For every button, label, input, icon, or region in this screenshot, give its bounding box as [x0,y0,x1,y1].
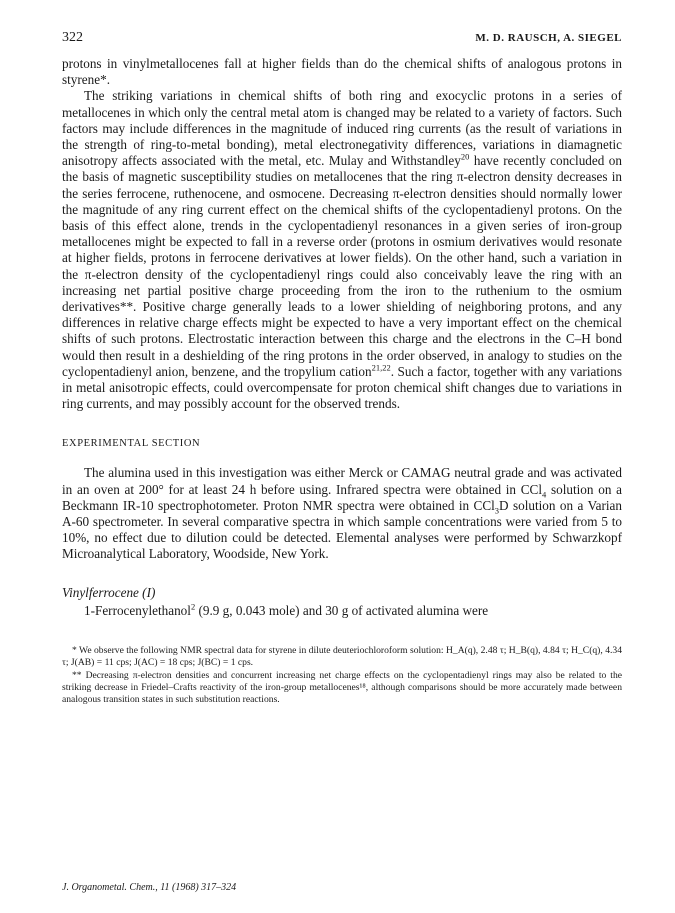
paragraph-text: The striking variations in chemical shifts of both ring and exocyclic protons in a series of metallocenes in which only the central metal atom is changed may be related to a variety of factors. Such factors may include differences in the magnitude of induced ring currents (as the result of variations in the strength of ring-to-metal bonding), metal electronegativity differences, variations in diamagnetic anisotropy affects associated with the metal, etc. Mulay and Withstandley [62,88,622,169]
paragraph-vinylferrocene [62,603,622,619]
footnote: * We observe the following NMR spectral data for styrene in dilute deuteriochloroform solution: H_A(q), 2.48 τ; H_B(q), 4.84 τ; H_C(q), 4.34 τ; J(AB) = 11 cps; J(AC) = 18 cps; J(BC) = 1 cps. [62,644,622,668]
footnote-mark: * [100,72,107,88]
footnotes [62,645,622,706]
reference-mark: 2 [190,601,196,612]
paragraph-text: protons in vinylmetallocenes fall at higher fields than do the chemical shifts of analogous protons in styrene [62,56,622,88]
footnote: ** Decreasing π-electron densities and concurrent increasing net charge effects on the cyclopentadienyl rings may also be related to the striking decrease in Friedel–Crafts reactivity of the iron-group metallocenes¹⁸, although comparisons should be more accurately made between analogous transition states in such substitution reactions. [62,669,622,705]
page [62,30,622,706]
footnote-mark: ** [119,299,134,315]
page-number: 322 [62,30,83,45]
paragraph-text: solution on a Beckmann IR-10 spectrophotometer. Proton NMR spectra were obtained in CCl [62,481,622,513]
paragraph-text: . Such a factor, together with any variations in metal anisotropic effects, could overcompensate for proton chemical shift changes due to variations in ring currents, and may possibly account for the observed trends. [62,363,622,412]
paragraph-text: D solution on a Varian A-60 spectrometer. In several comparative spectra in which sample concentrations were varied from 5 to 10%, no effect due to dilution could be detected. Elemental analyses were performed by Schwarzkopf Microanalytical Laboratory, Woodside, New York. [62,497,622,562]
paragraph-text: have recently concluded on the basis of magnetic susceptibility studies on metallocenes that the ring π-electron density decreases in the series ferrocene, ruthenocene, and osmocene. Decreasing π-electron densities should normally lower the magnitude of any ring current effect on the chemical shifts of the cyclopentadienyl protons. On the basis of this effect alone, trends in the cyclopentadienyl resonances in a given series of iron-group metallocenes might be expected to fall in a reverse order (protons in osmium derivatives would resonate at higher fields, protons in ferrocene derivatives at lower fields). On the other hand, such a variation in the π-electron density of the cyclopentadienyl rings could also conceivably leave the ring with an increasing net partial positive charge proceeding from the iron to the ruthenium to the osmium derivatives [62,153,622,315]
journal-citation: J. Organometal. Chem., 11 (1968) 317–324 [62,882,237,893]
subscript: 3 [494,505,500,516]
paragraph-text: . Positive charge generally leads to a lower shielding of neighboring protons, and any differences in relative charge effects might be expected to have a very important effect on the chemical shifts of such protons. Electrostatic interaction between this charge and the electrons in the C–H bond would then result in a deshielding of the ring protons in the order observed, in analogy to studies on the cyclopentadienyl anion, benzene, and the tropylium cation [62,299,622,379]
section-heading: EXPERIMENTAL SECTION [62,438,201,450]
paragraph-text: . [106,72,110,88]
paragraph-continued [62,56,622,88]
running-head: M. D. RAUSCH, A. SIEGEL [475,32,622,44]
subscript: 4 [542,489,547,500]
page-header [62,30,622,56]
reference-mark: 21,22 [371,362,391,373]
paragraph-discussion [62,88,622,412]
paragraph-text: (9.9 g, 0.043 mole) and 30 g of activated alumina were [195,602,489,618]
reference-mark: 20 [460,151,470,162]
subsection-heading: Vinylferrocene (I) [62,584,156,600]
paragraph-text: 1-Ferrocenylethanol [84,602,191,618]
paragraph-experimental [62,465,622,562]
paragraph-text: The alumina used in this investigation was either Merck or CAMAG neutral grade and was activated in an oven at 200° for at least 24 h before using. Infrared spectra were obtained in CCl [62,465,622,497]
